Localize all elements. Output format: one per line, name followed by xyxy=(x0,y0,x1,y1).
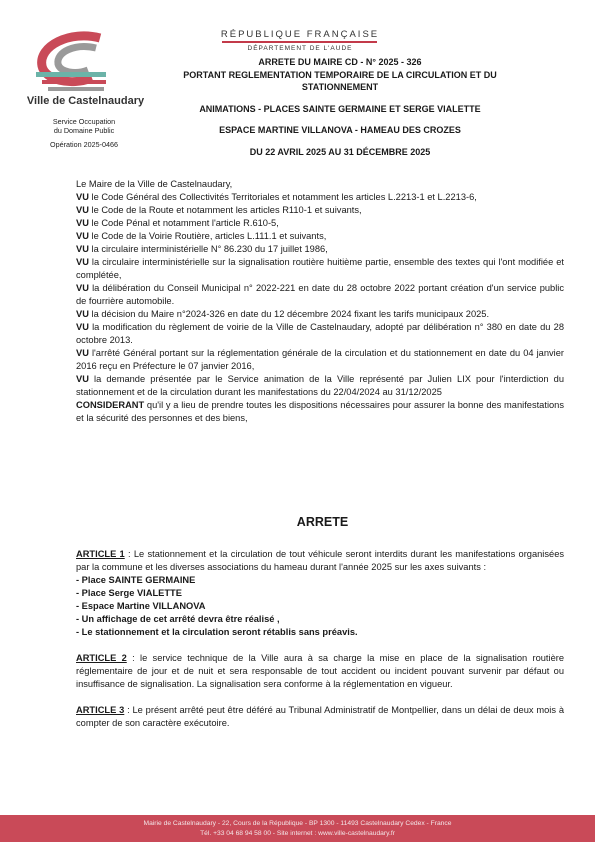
visa-item: VU le Code Pénal et notamment l'article R.610-5, xyxy=(76,218,279,228)
considerant-item: CONSIDERANT qu'il y a lieu de prendre toutes les dispositions nécessaires pour assurer la bonne des manifestations et la sécurité des personnes et des biens, xyxy=(76,400,564,423)
title-line-1: ARRETE DU MAIRE CD - N° 2025 - 326 xyxy=(258,57,422,67)
visa-item: VU le Code de la Voirie Routière, articles L.111.1 et suivants, xyxy=(76,231,327,241)
visa-item: VU la circulaire interministérielle sur la signalisation routière huitième partie, ensemble des textes qui l'ont modifiée et complétée, xyxy=(76,257,564,280)
logo-name: Ville de Castelnaudary xyxy=(26,95,145,107)
article-1-item: - Un affichage de cet arrêté devra être réalisé , xyxy=(76,614,280,624)
footer-bar xyxy=(0,815,595,842)
article-1-item: - Place Serge VIALETTE xyxy=(76,588,182,598)
document-title xyxy=(165,56,515,159)
title-line-2: PORTANT REGLEMENTATION TEMPORAIRE DE LA CIRCULATION ET DU xyxy=(183,69,497,80)
republique-heading: RÉPUBLIQUE FRANÇAISE xyxy=(220,29,380,40)
visa-item: VU la demande présentée par le Service animation de la Ville représenté par Julien LIX pour l'interdiction du stationnement et de la circulation durant les manifestations du 22/04/2024 au 31/12/2025 xyxy=(76,374,564,397)
title-line-5: ESPACE MARTINE VILLANOVA - HAMEAU DES CROZES xyxy=(219,125,461,136)
article-1: ARTICLE 1 : Le stationnement et la circulation de tout véhicule seront interdits durant les manifestations organisées par la commune et les diverses associations du hameau durant l'année 2025 sur les axes suivants : xyxy=(76,549,565,572)
title-line-6: DU 22 AVRIL 2025 AU 31 DÉCEMBRE 2025 xyxy=(249,146,431,157)
visa-item: VU la modification du règlement de voirie de la Ville de Castelnaudary, adopté par délibération n° 380 en date du 28 octobre 2013. xyxy=(76,322,564,345)
arrete-heading: ARRETE xyxy=(296,515,349,529)
title-line-3: STATIONNEMENT xyxy=(301,82,379,93)
castelnaudary-logo xyxy=(30,28,140,98)
visa-item: VU le Code de la Route et notamment les articles R110-1 et suivants, xyxy=(76,205,362,215)
articles-section xyxy=(76,548,564,730)
intro-line: Le Maire de la Ville de Castelnaudary, xyxy=(76,179,233,189)
departement-heading: DÉPARTEMENT DE L'AUDE xyxy=(247,45,353,52)
article-1-item: - Place SAINTE GERMAINE xyxy=(76,575,196,585)
article-3: ARTICLE 3 : Le présent arrêté peut être déféré au Tribunal Administratif de Montpellier, dans un délai de deux mois à compter de son caractère exécutoire. xyxy=(76,705,564,728)
visa-item: VU la circulaire interministérielle N° 86.230 du 17 juillet 1986, xyxy=(76,244,328,254)
red-divider xyxy=(222,41,377,43)
footer-contact: Tél. +33 04 68 94 58 00 - Site internet : www.ville-castelnaudary.fr xyxy=(200,830,395,837)
service-line-1: Service Occupation xyxy=(52,117,116,126)
footer-address: Mairie de Castelnaudary - 22, Cours de la République - BP 1300 - 11493 Castelnaudary Cedex - France xyxy=(143,820,452,827)
article-3-label: ARTICLE 3 xyxy=(76,705,125,715)
article-1-label: ARTICLE 1 xyxy=(76,549,125,559)
visa-item: VU le Code Général des Collectivités Territoriales et notamment les articles L.2213-1 et L.2213-6, xyxy=(76,192,477,202)
visas-section xyxy=(76,178,564,425)
service-line-2: du Domaine Public xyxy=(53,126,115,135)
operation-number: Opération 2025-0466 xyxy=(50,140,118,149)
title-line-4: ANIMATIONS - PLACES SAINTE GERMAINE ET SERGE VIALETTE xyxy=(199,103,481,114)
visa-item: VU la décision du Maire n°2024-326 en date du 12 décembre 2024 fixant les tarifs municipaux 2025. xyxy=(76,309,490,319)
article-1-item: - Le stationnement et la circulation seront rétablis sans préavis. xyxy=(76,627,358,637)
visa-item: VU la délibération du Conseil Municipal n° 2022-221 en date du 28 octobre 2022 portant création d'un service public de fourrière automobile. xyxy=(76,283,564,306)
article-1-item: - Espace Martine VILLANOVA xyxy=(76,601,206,611)
service-block xyxy=(34,117,134,149)
article-2: ARTICLE 2 : le service technique de la Ville aura à sa charge la mise en place de la signalisation routière réglementaire de jour et de nuit et sera responsable de tout accident ou incident pouvant survenir par défaut ou insuffisance de signalisation. La signalisation sera conforme à la réglementation en vigueur. xyxy=(76,653,565,689)
visa-item: VU l'arrêté Général portant sur la réglementation générale de la circulation et du stationnement en date du 04 janvier 2016 reçu en Préfecture le 07 janvier 2016, xyxy=(76,348,564,371)
article-2-label: ARTICLE 2 xyxy=(76,653,127,663)
